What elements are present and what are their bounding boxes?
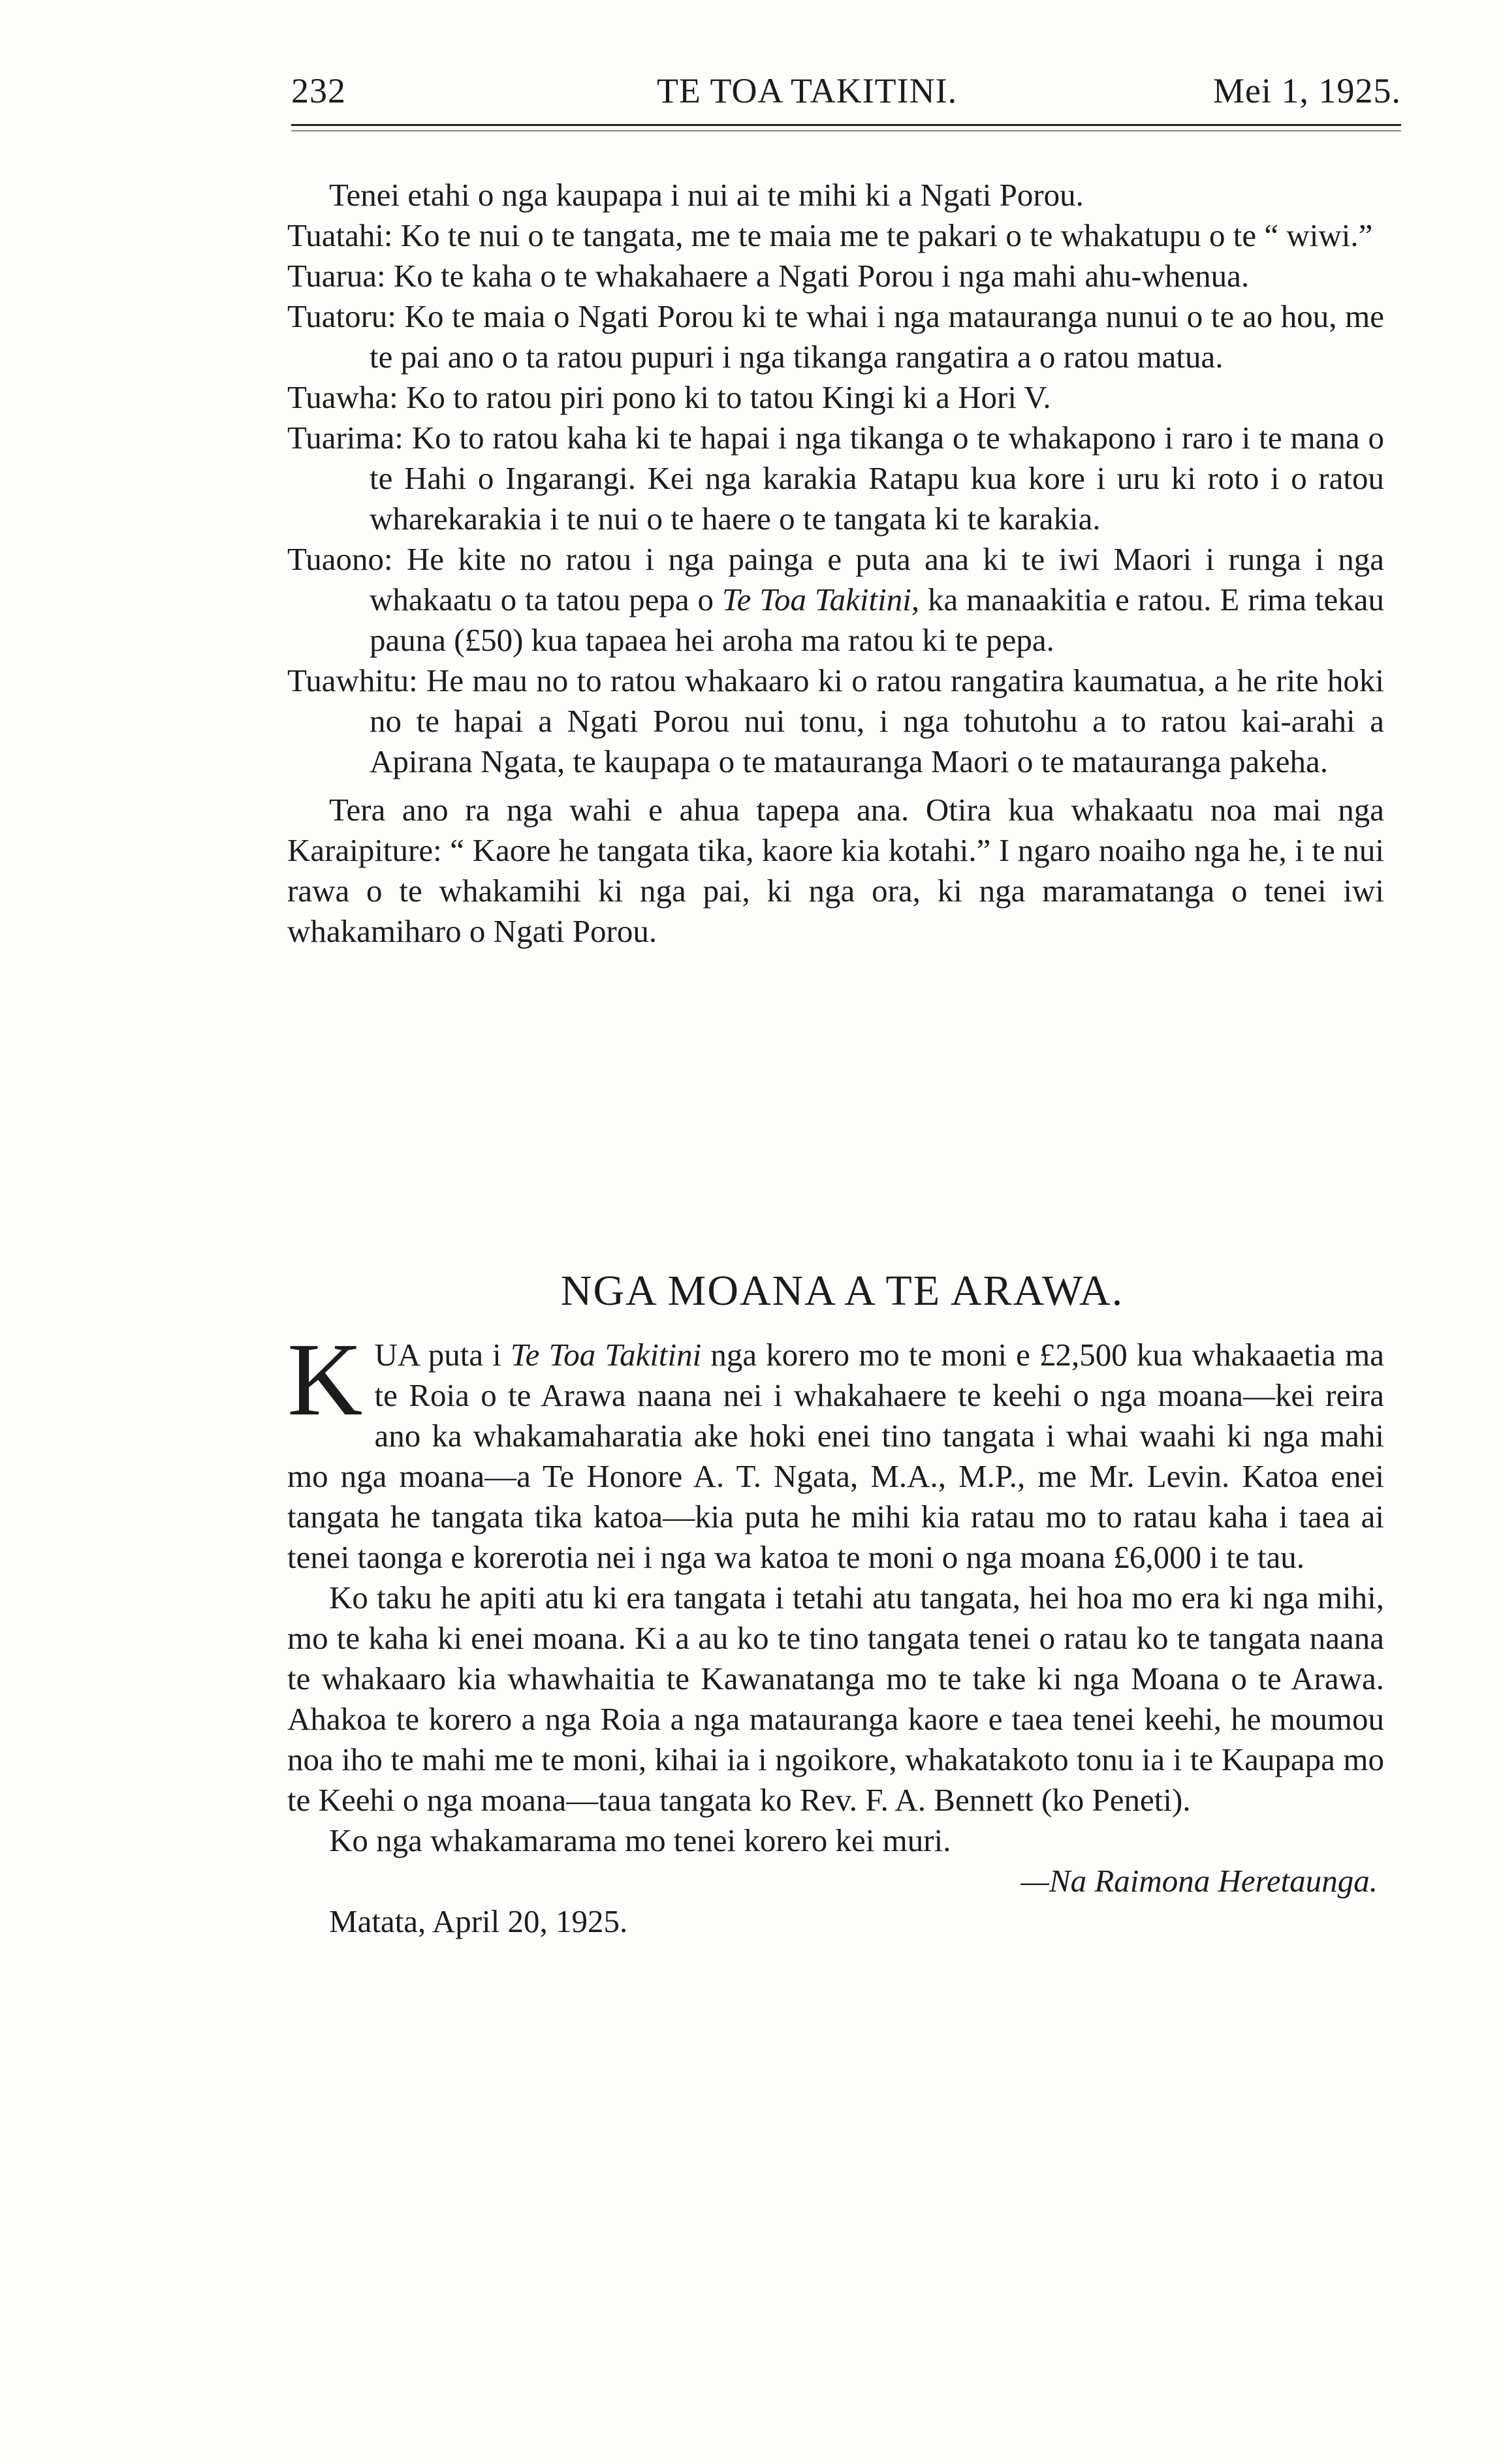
list-item-6 <box>287 539 1384 661</box>
list-item-4: Tuawha: Ko to ratou piri pono ki to tatou Kingi ki a Hori V. <box>287 379 1051 415</box>
list-item-1: Tuatahi: Ko te nui o te tangata, me te maia me te pakari o te whakatupu o te “ wiwi.” <box>287 217 1373 253</box>
dateline: Matata, April 20, 1925. <box>329 1903 628 1939</box>
first-paragraph-start: UA puta i <box>374 1337 501 1373</box>
header-rule-thick <box>291 124 1401 126</box>
closing-paragraph: Tera ano ra nga wahi e ahua tapepa ana. Otira kua whakaatu noa mai nga Karaipiture: “ Kaore he tangata tika, kaore kia kotahi.” I ngaro noaiho nga he, i te nui rawa o te whakamihi ki nga pai, ki nga ora, ki nga maramatanga o tenei iwi whakamiharo o Ngati Porou. <box>287 792 1384 949</box>
running-header <box>291 70 1401 123</box>
list-item-6-text-end: ka manaakitia e ratou. E rima tekau pauna (£50) kua tapaea hei aroha ma ratou ki te pepa. <box>370 582 1385 658</box>
paper-name: Te Toa Takitini, <box>721 582 920 617</box>
drop-cap: K <box>287 1321 363 1437</box>
third-paragraph: Ko nga whakamarama mo tenei korero kei muri. <box>329 1822 951 1858</box>
article-intro: Tenei etahi o nga kaupapa i nui ai te mihi ki a Ngati Porou. <box>329 177 1084 213</box>
list-item-7: Tuawhitu: He mau no to ratou whakaaro ki o ratou rangatira kaumatua, a he rite hoki no te hapai a Ngati Porou nui tonu, i nga tohutohu a to ratou kai-arahi a Apirana Ngata, te kaupapa o te matauranga Maori o te matauranga pakeha. <box>287 663 1384 779</box>
issue-date: Mei 1, 1925. <box>1213 71 1401 110</box>
page-number: 232 <box>291 71 346 110</box>
list-item-6-text: Tuaono: He kite no ratou i nga painga e puta ana ki te iwi Maori i runga i nga whakaatu o ta tatou pepa o <box>287 541 1384 617</box>
signature: —Na Raimona Heretaunga. <box>1020 1863 1378 1899</box>
paper-name-2: Te Toa Takitini <box>510 1337 702 1373</box>
first-paragraph-rest: nga korero mo te moni e £2,500 kua whakaaetia ma te Roia o te Arawa naana nei i whakahaere te keehi o nga moana—kei reira ano ka whakamaharatia ake hoki enei tino tangata i whai waahi ki nga mahi mo nga moana—a Te Honore A. T. Ngata, M.A., M.P., me Mr. Levin. Katoa enei tangata he tangata tika katoa—kia puta he mihi kia ratau mo to ratau kaha i taea ai tenei taonga e korerotia nei i nga wa katoa te moni o nga moana £6,000 i te tau. <box>287 1337 1385 1575</box>
article-te-arawa <box>287 1321 1385 1942</box>
publication-title: TE TOA TAKITINI. <box>657 71 958 110</box>
page <box>287 0 1401 2464</box>
section-title: NGA MOANA A TE ARAWA. <box>560 1267 1124 1315</box>
list-item-3: Tuatoru: Ko te maia o Ngati Porou ki te whai i nga matauranga nunui o te ao hou, me te pai ano o ta ratou pupuri i nga tikanga rangatira a o ratou matua. <box>287 298 1384 375</box>
article-ngati-porou <box>287 175 1384 952</box>
second-paragraph: Ko taku he apiti atu ki era tangata i tetahi atu tangata, hei hoa mo era ki nga mihi, mo te kaha ki enei moana. Ki a au ko te tino tangata tenei o ratau ko te tangata naana te whakaaro kia whawhaitia te Kawanatanga mo te take ki nga Moana o te Arawa. Ahakoa te korero a nga Roia a nga matauranga kaore e taea tenei keehi, he moumou noa iho te mahi me te moni, kihai ia i ngoikore, whakatakoto tonu ia i te Kaupapa mo te Keehi o nga moana—taua tangata ko Rev. F. A. Bennett (ko Peneti). <box>287 1580 1384 1818</box>
list-item-5: Tuarima: Ko to ratou kaha ki te hapai i nga tikanga o te whakapono i raro i te mana o te Hahi o Ingarangi. Kei nga karakia Ratapu kua kore i uru ki roto i o ratou wharekarakia i te nui o te haere o te tangata ki te karakia. <box>287 420 1384 537</box>
list-item-2: Tuarua: Ko te kaha o te whakahaere a Ngati Porou i nga mahi ahu-whenua. <box>287 258 1250 294</box>
article-first-paragraph <box>287 1321 1385 1578</box>
